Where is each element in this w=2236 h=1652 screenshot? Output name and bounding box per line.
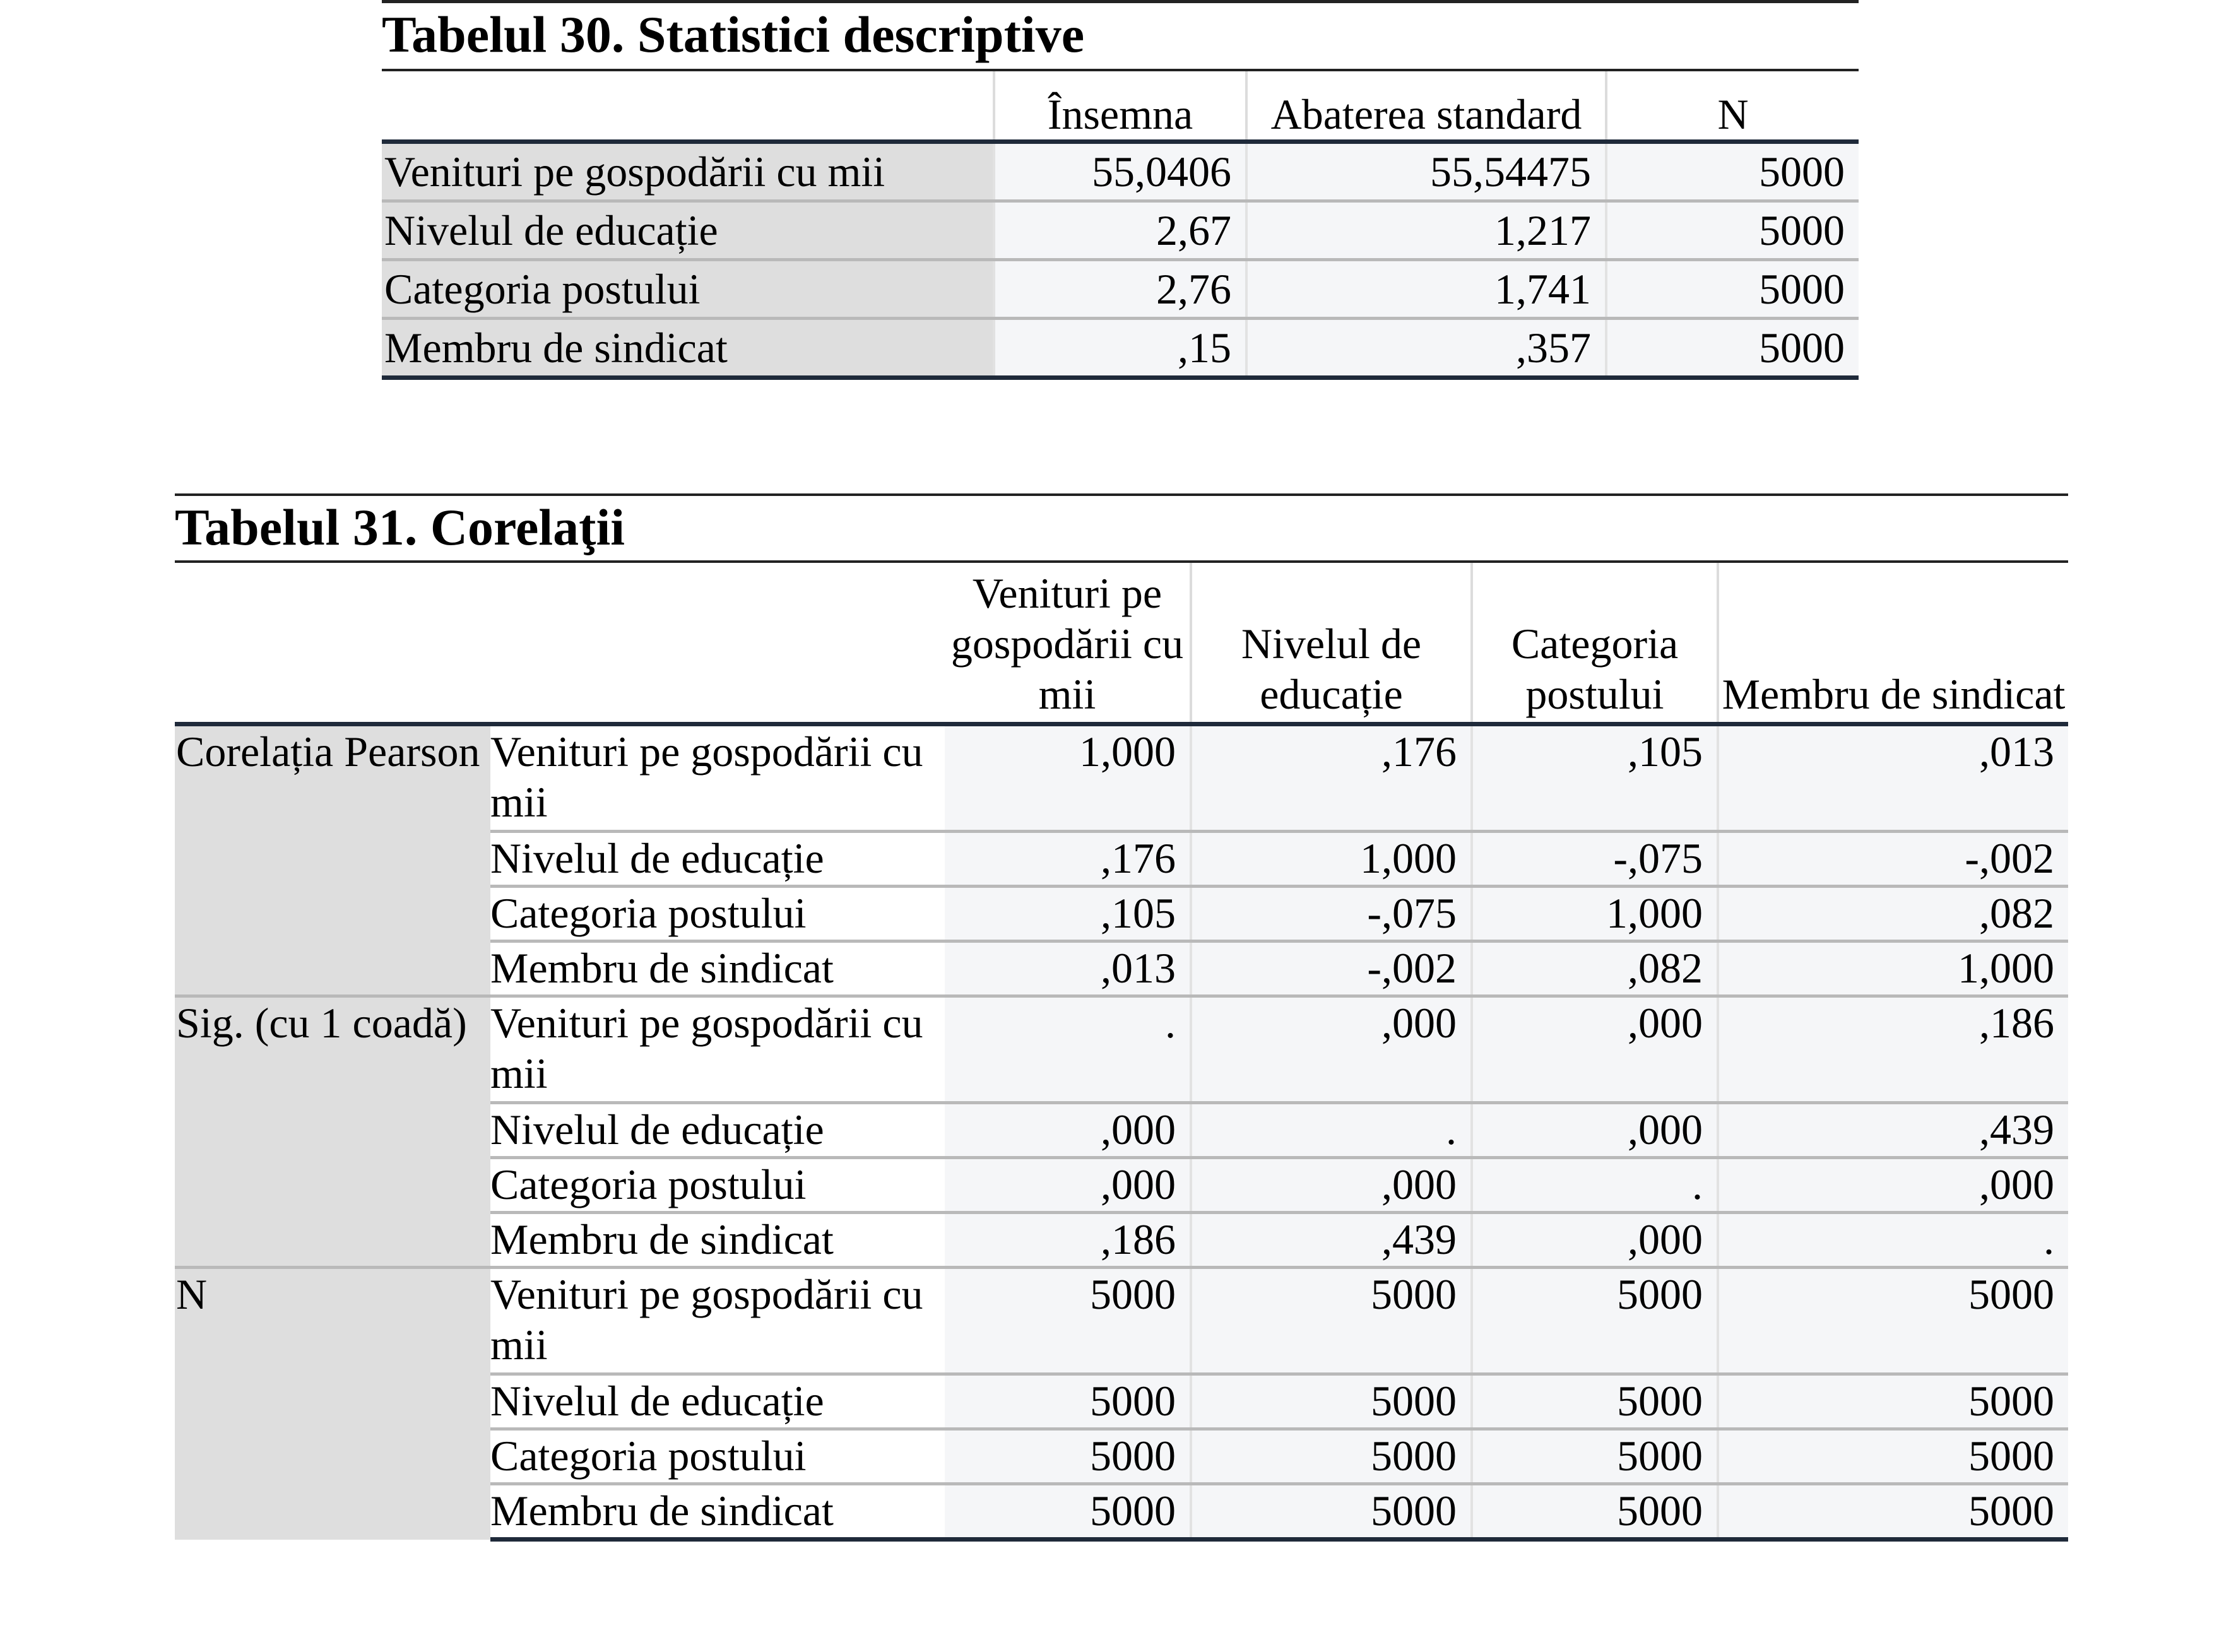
value-cell: 1,000 [1718, 941, 2068, 996]
row-label: Categoria postului [382, 260, 994, 319]
value-cell: ,105 [1472, 724, 1718, 832]
value-cell: 1,000 [1472, 887, 1718, 941]
mean-cell: 55,0406 [994, 142, 1246, 201]
value-cell: ,000 [945, 1103, 1191, 1158]
row-label: Membru de sindicat [490, 941, 945, 996]
value-cell: . [1472, 1158, 1718, 1213]
value-cell: ,176 [1191, 724, 1472, 832]
value-cell: ,439 [1191, 1213, 1472, 1268]
value-cell: ,439 [1718, 1103, 2068, 1158]
row-label: Membru de sindicat [490, 1484, 945, 1540]
value-cell: . [1191, 1103, 1472, 1158]
table-row [175, 724, 2068, 832]
descriptive-statistics-table [382, 0, 1859, 380]
correlations-grid [175, 563, 2068, 1542]
value-cell: ,186 [945, 1213, 1191, 1268]
value-cell: . [1718, 1213, 2068, 1268]
value-cell: 5000 [1472, 1268, 1718, 1374]
descriptive-statistics-grid [382, 71, 1859, 380]
table-title: Tabelul 30. Statistici descriptive [382, 3, 1859, 71]
row-label: Venituri pe gospodării cu mii [490, 996, 945, 1103]
group-label-pearson: Corelația Pearson [175, 724, 490, 996]
value-cell: ,000 [1191, 1158, 1472, 1213]
table-row [382, 142, 1859, 201]
row-label: Categoria postului [490, 1158, 945, 1213]
value-cell: -,002 [1191, 941, 1472, 996]
value-cell: 5000 [1718, 1268, 2068, 1374]
value-cell: -,075 [1472, 832, 1718, 887]
table-row [382, 260, 1859, 319]
table-title: Tabelul 31. Corelaţii [175, 496, 2068, 563]
value-cell: ,186 [1718, 996, 2068, 1103]
value-cell: 5000 [1472, 1429, 1718, 1484]
n-cell: 5000 [1606, 260, 1859, 319]
row-label: Membru de sindicat [490, 1213, 945, 1268]
row-label: Nivelul de educație [490, 1103, 945, 1158]
value-cell: 5000 [945, 1484, 1191, 1540]
value-cell: 5000 [1718, 1374, 2068, 1429]
mean-cell: ,15 [994, 319, 1246, 378]
value-cell: ,000 [1472, 996, 1718, 1103]
row-label: Categoria postului [490, 1429, 945, 1484]
value-cell: ,000 [1472, 1213, 1718, 1268]
row-label: Nivelul de educație [490, 832, 945, 887]
column-header-variable [490, 563, 945, 724]
std-dev-cell: 55,54475 [1246, 142, 1606, 201]
value-cell: 5000 [1191, 1429, 1472, 1484]
table-row [175, 1268, 2068, 1374]
value-cell: ,000 [1472, 1103, 1718, 1158]
value-cell: 5000 [1191, 1484, 1472, 1540]
value-cell: 5000 [945, 1268, 1191, 1374]
mean-cell: 2,67 [994, 201, 1246, 260]
column-header-income: Venituri pe gospodării cu mii [945, 563, 1191, 724]
row-label: Nivelul de educație [490, 1374, 945, 1429]
value-cell: ,176 [945, 832, 1191, 887]
mean-cell: 2,76 [994, 260, 1246, 319]
value-cell: ,013 [1718, 724, 2068, 832]
value-cell: ,082 [1472, 941, 1718, 996]
group-label-significance: Sig. (cu 1 coadă) [175, 996, 490, 1268]
value-cell: 5000 [1472, 1374, 1718, 1429]
column-header-n: N [1606, 71, 1859, 142]
row-label: Nivelul de educație [382, 201, 994, 260]
value-cell: -,002 [1718, 832, 2068, 887]
row-label: Venituri pe gospodării cu mii [490, 1268, 945, 1374]
column-header-union-member: Membru de sindicat [1718, 563, 2068, 724]
std-dev-cell: ,357 [1246, 319, 1606, 378]
column-header-group [175, 563, 490, 724]
n-cell: 5000 [1606, 319, 1859, 378]
group-label-n: N [175, 1268, 490, 1540]
column-header-education: Nivelul de educație [1191, 563, 1472, 724]
value-cell: ,000 [1718, 1158, 2068, 1213]
value-cell: -,075 [1191, 887, 1472, 941]
value-cell: 5000 [1718, 1484, 2068, 1540]
header-row [382, 71, 1859, 142]
value-cell: ,000 [945, 1158, 1191, 1213]
column-header-label [382, 71, 994, 142]
row-label: Venituri pe gospodării cu mii [490, 724, 945, 832]
header-row [175, 563, 2068, 724]
value-cell: 1,000 [945, 724, 1191, 832]
correlations-table [175, 493, 2068, 1542]
value-cell: ,082 [1718, 887, 2068, 941]
row-label: Membru de sindicat [382, 319, 994, 378]
value-cell: 5000 [945, 1429, 1191, 1484]
std-dev-cell: 1,741 [1246, 260, 1606, 319]
value-cell: 5000 [1718, 1429, 2068, 1484]
column-header-std-dev: Abaterea standard [1246, 71, 1606, 142]
value-cell: ,000 [1191, 996, 1472, 1103]
value-cell: . [945, 996, 1191, 1103]
value-cell: ,105 [945, 887, 1191, 941]
value-cell: 5000 [1191, 1374, 1472, 1429]
table-row [382, 319, 1859, 378]
value-cell: 5000 [945, 1374, 1191, 1429]
std-dev-cell: 1,217 [1246, 201, 1606, 260]
row-label: Venituri pe gospodării cu mii [382, 142, 994, 201]
column-header-mean: Însemna [994, 71, 1246, 142]
value-cell: 5000 [1472, 1484, 1718, 1540]
value-cell: 1,000 [1191, 832, 1472, 887]
table-row [382, 201, 1859, 260]
value-cell: 5000 [1191, 1268, 1472, 1374]
n-cell: 5000 [1606, 142, 1859, 201]
n-cell: 5000 [1606, 201, 1859, 260]
value-cell: ,013 [945, 941, 1191, 996]
row-label: Categoria postului [490, 887, 945, 941]
table-row [175, 996, 2068, 1103]
column-header-job-category: Categoria postului [1472, 563, 1718, 724]
